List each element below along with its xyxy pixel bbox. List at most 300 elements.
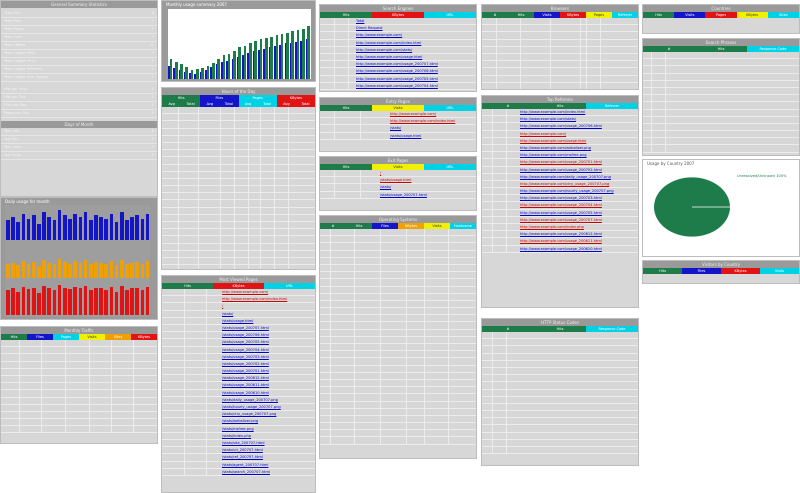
browsers-panel bbox=[481, 4, 639, 90]
url-link[interactable]: /stats/usage_200702.html bbox=[222, 361, 269, 366]
column-divider bbox=[65, 362, 66, 368]
table-row bbox=[320, 423, 476, 430]
column-divider bbox=[248, 179, 249, 185]
column-divider bbox=[89, 412, 90, 418]
chart-bar bbox=[11, 263, 15, 278]
chart-bar bbox=[120, 286, 124, 315]
column-header[interactable]: KBytes bbox=[372, 12, 424, 18]
url-link[interactable]: /stats/ bbox=[390, 126, 402, 131]
column-header[interactable]: Visits bbox=[534, 12, 560, 18]
column-header[interactable]: Pages bbox=[239, 95, 277, 101]
column-header[interactable]: Files bbox=[682, 268, 721, 274]
column-divider bbox=[330, 294, 331, 300]
column-header[interactable]: Hits bbox=[643, 268, 682, 274]
column-divider bbox=[448, 351, 449, 357]
table-body bbox=[320, 170, 476, 199]
url-link[interactable]: http://www.example.com/usage.html bbox=[520, 138, 587, 143]
column-header[interactable]: Hits bbox=[534, 326, 586, 332]
column-header[interactable]: Total bbox=[219, 101, 238, 107]
chart-bar bbox=[79, 288, 83, 315]
url-link[interactable]: /stats/ bbox=[380, 185, 392, 190]
column-divider bbox=[424, 279, 425, 285]
column-header[interactable]: Files bbox=[27, 334, 53, 340]
panel-title: Hours of the Day bbox=[162, 88, 315, 95]
column-divider bbox=[184, 390, 185, 396]
column-divider bbox=[424, 236, 425, 242]
url-link[interactable]: http://www.example.com/usage_200706.html bbox=[520, 124, 602, 129]
url-link[interactable]: http://www.example.com/ bbox=[356, 33, 403, 38]
column-header[interactable]: Visits bbox=[760, 268, 799, 274]
column-header[interactable]: KBytes bbox=[213, 283, 264, 289]
column-divider bbox=[334, 25, 335, 31]
table-row bbox=[1, 347, 157, 354]
column-header[interactable]: URL bbox=[424, 105, 476, 111]
column-header[interactable]: Hits bbox=[1, 334, 27, 340]
column-divider bbox=[220, 229, 221, 235]
column-divider bbox=[506, 246, 507, 252]
column-divider bbox=[260, 236, 261, 242]
url-link[interactable]: /stats/url_200707.html bbox=[222, 448, 263, 453]
column-header[interactable]: Visits bbox=[372, 105, 424, 111]
url-link[interactable]: /stats/usage_200612.html bbox=[222, 376, 269, 381]
url-link[interactable]: /stats/hourly_usage_200707.png bbox=[222, 405, 281, 409]
url-link[interactable]: /stats/usage_200706.html bbox=[222, 333, 269, 338]
column-header[interactable]: Hits bbox=[508, 12, 534, 18]
column-header[interactable]: Visits bbox=[424, 223, 450, 229]
url-link[interactable]: http://www.example.com/usage_200702.html bbox=[520, 167, 602, 172]
url-link[interactable]: http://www.example.com/hourly_usage_200707.png bbox=[520, 189, 614, 194]
column-header[interactable]: Referrer bbox=[586, 103, 638, 109]
url-link[interactable]: http://www.example.com/ bbox=[222, 290, 269, 294]
url-link[interactable]: /stats/agent_200707.html bbox=[222, 462, 269, 467]
column-divider bbox=[330, 387, 331, 393]
column-header[interactable]: Referrer bbox=[612, 12, 638, 18]
column-divider bbox=[448, 416, 449, 422]
column-header[interactable]: URL bbox=[264, 283, 315, 289]
table-row bbox=[482, 25, 638, 32]
chart-bar bbox=[228, 54, 231, 79]
column-divider bbox=[424, 358, 425, 364]
url-link[interactable]: http://www.example.com/ctry_usage_200707.png bbox=[520, 181, 610, 186]
column-divider bbox=[260, 244, 261, 250]
column-divider bbox=[520, 32, 521, 38]
column-divider bbox=[424, 416, 425, 422]
url-link[interactable]: http://www.example.com/usage_200612.html bbox=[520, 232, 602, 237]
column-divider bbox=[288, 215, 289, 221]
column-header[interactable]: # bbox=[320, 223, 346, 229]
column-divider bbox=[65, 383, 66, 389]
column-divider bbox=[448, 394, 449, 400]
url-link[interactable]: /stats/ bbox=[222, 311, 234, 316]
url-link[interactable]: http://www.example.com/index.php bbox=[520, 225, 584, 229]
column-header[interactable]: Sites bbox=[768, 12, 799, 18]
column-divider bbox=[260, 150, 261, 156]
chart-bar bbox=[115, 292, 119, 315]
stat-row bbox=[1, 10, 157, 18]
column-divider bbox=[334, 192, 335, 198]
chart-bar bbox=[110, 214, 114, 241]
column-divider bbox=[354, 387, 355, 393]
url-link[interactable]: http://www.example.com/usage_200705.html bbox=[356, 76, 438, 81]
column-divider bbox=[260, 258, 261, 264]
url-link[interactable]: http://www.example.com/usage_200707.html bbox=[520, 217, 602, 222]
column-divider bbox=[274, 208, 275, 214]
url-link[interactable]: /stats/usage_200701.html bbox=[222, 369, 269, 374]
panel-title: Exit Pages bbox=[320, 157, 476, 164]
stat-label: Total Unique URLs bbox=[4, 59, 36, 63]
column-divider bbox=[288, 107, 289, 113]
column-header[interactable]: Visits bbox=[79, 334, 105, 340]
chart-bar bbox=[135, 288, 139, 315]
column-divider bbox=[198, 129, 199, 135]
chart-bar bbox=[22, 261, 26, 278]
column-header[interactable]: Pages bbox=[705, 12, 736, 18]
column-divider bbox=[288, 179, 289, 185]
column-header[interactable]: Hits bbox=[162, 95, 200, 101]
column-divider bbox=[111, 347, 112, 353]
chart-bar bbox=[120, 260, 124, 277]
column-header[interactable]: # bbox=[482, 12, 508, 18]
table-row bbox=[320, 76, 476, 83]
stat-value: 5 bbox=[151, 59, 154, 63]
column-divider bbox=[651, 124, 652, 130]
days-rows bbox=[1, 128, 157, 160]
table-row bbox=[162, 433, 315, 440]
column-divider bbox=[260, 200, 261, 206]
stat-row bbox=[1, 144, 157, 152]
url-link[interactable]: http://www.example.com/stats/ bbox=[520, 117, 577, 122]
url-link[interactable]: /stats/daily_usage_200707.png bbox=[222, 397, 278, 402]
column-divider bbox=[651, 66, 652, 72]
table-row bbox=[482, 425, 638, 432]
column-header[interactable]: KBytes bbox=[398, 223, 424, 229]
countries-panel bbox=[642, 4, 800, 34]
chart-bar bbox=[265, 38, 268, 79]
chart-bar bbox=[58, 259, 62, 277]
url-link[interactable]: /stats/usage_200707.html bbox=[380, 192, 427, 197]
chart-bar bbox=[302, 29, 305, 79]
column-divider bbox=[492, 224, 493, 230]
url-link[interactable]: http://www.example.com/daily_usage_200707.png bbox=[520, 174, 611, 179]
column-divider bbox=[111, 390, 112, 396]
column-divider bbox=[424, 272, 425, 278]
column-divider bbox=[334, 125, 335, 131]
column-divider bbox=[448, 272, 449, 278]
column-header[interactable]: KBytes bbox=[737, 12, 768, 18]
column-header[interactable]: Hits bbox=[320, 105, 372, 111]
url-link[interactable]: /stats/site_200707.html bbox=[222, 440, 265, 445]
url-link[interactable]: http://www.example.com/stats/ bbox=[356, 47, 413, 52]
column-divider bbox=[260, 129, 261, 135]
column-header[interactable]: Hits bbox=[534, 103, 586, 109]
column-header[interactable]: # bbox=[482, 326, 534, 332]
column-divider bbox=[506, 181, 507, 187]
chart-bar bbox=[37, 266, 41, 278]
column-divider bbox=[380, 394, 381, 400]
url-link[interactable]: http://www.example.com/usage_200610.html bbox=[520, 246, 602, 251]
column-header[interactable]: Response Code bbox=[586, 326, 638, 332]
column-divider bbox=[198, 236, 199, 242]
column-header[interactable]: Hits bbox=[346, 223, 372, 229]
table-row bbox=[1, 383, 157, 390]
column-divider bbox=[354, 409, 355, 415]
url-link[interactable]: /stats/usage.html bbox=[222, 318, 254, 323]
column-divider bbox=[234, 251, 235, 257]
url-link[interactable]: /stats/usage_200703.html bbox=[222, 354, 269, 359]
column-divider bbox=[220, 172, 221, 178]
chart-bar bbox=[307, 26, 310, 79]
column-divider bbox=[665, 52, 666, 58]
stat-row bbox=[1, 74, 157, 82]
column-divider bbox=[330, 337, 331, 343]
table-row bbox=[482, 354, 638, 361]
column-header[interactable]: Avg bbox=[200, 101, 219, 107]
url-link[interactable]: http://www.example.com/index.html bbox=[520, 110, 586, 114]
column-divider bbox=[274, 150, 275, 156]
column-header[interactable]: Hits bbox=[162, 283, 213, 289]
column-divider bbox=[354, 402, 355, 408]
chart-bar bbox=[68, 289, 72, 315]
table-header bbox=[643, 12, 799, 18]
chart-bar bbox=[73, 261, 77, 278]
column-divider bbox=[424, 322, 425, 328]
column-divider bbox=[206, 347, 207, 353]
column-divider bbox=[348, 40, 349, 46]
url-link[interactable]: /stats/usage_200611.html bbox=[222, 383, 269, 388]
column-divider bbox=[41, 412, 42, 418]
column-divider bbox=[580, 25, 581, 31]
column-divider bbox=[330, 437, 331, 443]
column-divider bbox=[330, 251, 331, 257]
table-row bbox=[643, 110, 799, 117]
url-link[interactable]: http://www.example.com/usage_200705.html bbox=[520, 210, 602, 215]
column-divider bbox=[198, 258, 199, 264]
table-row bbox=[320, 337, 476, 344]
column-divider bbox=[111, 383, 112, 389]
column-header[interactable]: URL bbox=[424, 164, 476, 170]
url-link[interactable]: /stats/usage_200707.html bbox=[222, 325, 269, 330]
url-link[interactable]: http://www.example.com/msfree.png bbox=[520, 153, 587, 158]
column-header[interactable]: Total bbox=[296, 101, 315, 107]
column-header[interactable]: KBytes bbox=[560, 12, 586, 18]
column-header[interactable]: Avg bbox=[239, 101, 258, 107]
column-divider bbox=[492, 123, 493, 129]
column-divider bbox=[424, 351, 425, 357]
column-divider bbox=[330, 236, 331, 242]
column-divider bbox=[424, 387, 425, 393]
column-divider bbox=[580, 68, 581, 74]
url-link[interactable]: http://www.example.com/usage_200701.html bbox=[520, 160, 602, 165]
column-divider bbox=[506, 397, 507, 403]
search-panel bbox=[319, 4, 477, 92]
url-link[interactable]: /stats/msfree.png bbox=[222, 426, 254, 431]
column-divider bbox=[288, 172, 289, 178]
table-row bbox=[482, 231, 638, 238]
column-divider bbox=[41, 405, 42, 411]
table-row bbox=[482, 397, 638, 404]
column-header[interactable]: Hits bbox=[320, 12, 372, 18]
chart-bar bbox=[233, 51, 236, 79]
url-link[interactable]: /stats/usage.html bbox=[390, 133, 422, 138]
column-divider bbox=[184, 447, 185, 453]
column-header[interactable]: KBytes bbox=[277, 95, 315, 101]
column-divider bbox=[665, 102, 666, 108]
url-link[interactable]: http://www.example.com/usage_200704.html bbox=[356, 83, 438, 88]
column-header[interactable]: Response Code bbox=[747, 46, 799, 52]
url-link[interactable]: /stats/ref_200707.html bbox=[222, 455, 263, 460]
url-link[interactable]: /stats/usage_200610.html bbox=[222, 390, 269, 395]
column-divider bbox=[380, 272, 381, 278]
column-header[interactable]: Sites bbox=[105, 334, 131, 340]
column-divider bbox=[178, 186, 179, 192]
table-row bbox=[1, 390, 157, 397]
url-link[interactable]: http://www.example.com/index.html bbox=[356, 40, 422, 45]
summary-rows bbox=[1, 10, 157, 118]
url-link[interactable]: /stats/webalizer.png bbox=[222, 419, 259, 424]
column-divider bbox=[198, 251, 199, 257]
column-divider bbox=[651, 110, 652, 116]
column-divider bbox=[354, 301, 355, 307]
stat-label: Total Visits bbox=[4, 35, 23, 39]
column-header[interactable]: Avg bbox=[277, 101, 296, 107]
table-row bbox=[482, 217, 638, 224]
column-divider bbox=[360, 118, 361, 124]
column-header[interactable]: KBytes bbox=[721, 268, 760, 274]
table-row bbox=[482, 368, 638, 375]
column-divider bbox=[380, 351, 381, 357]
column-divider bbox=[178, 200, 179, 206]
url-link[interactable]: http://www.example.com/index.html bbox=[222, 297, 288, 302]
monthly-chart-panel bbox=[161, 0, 316, 82]
column-divider bbox=[354, 437, 355, 443]
column-divider bbox=[184, 354, 185, 360]
column-divider bbox=[424, 229, 425, 235]
url-link[interactable]: http://www.example.com/ bbox=[390, 112, 437, 116]
column-divider bbox=[198, 265, 199, 270]
column-divider bbox=[41, 369, 42, 375]
chart-bar bbox=[16, 222, 20, 240]
column-divider bbox=[334, 118, 335, 124]
chart-bar bbox=[260, 39, 263, 79]
table-row bbox=[162, 303, 315, 310]
table-row bbox=[482, 54, 638, 61]
column-header[interactable]: Total bbox=[181, 101, 200, 107]
column-divider bbox=[492, 210, 493, 216]
chart-bar bbox=[125, 264, 129, 277]
url-link[interactable]: /stats/usage_200704.html bbox=[222, 347, 269, 352]
url-link[interactable]: http://www.example.com/usage_200703.html bbox=[520, 196, 602, 201]
column-header[interactable]: Files bbox=[372, 223, 398, 229]
column-divider bbox=[248, 193, 249, 199]
column-divider bbox=[448, 402, 449, 408]
column-divider bbox=[220, 129, 221, 135]
url-link[interactable]: Total bbox=[356, 19, 365, 23]
column-divider bbox=[496, 47, 497, 53]
url-link[interactable]: http://www.example.com/usage_200611.html bbox=[520, 239, 602, 244]
column-header[interactable]: Hits bbox=[643, 12, 674, 18]
url-link[interactable]: http://www.example.com/usage.html bbox=[356, 54, 423, 59]
column-header[interactable]: Visits bbox=[372, 164, 424, 170]
column-divider bbox=[334, 47, 335, 53]
url-link[interactable]: http://www.example.com/ bbox=[520, 131, 567, 136]
column-divider bbox=[206, 375, 207, 381]
column-divider bbox=[178, 265, 179, 270]
table-row bbox=[643, 59, 799, 66]
url-link[interactable]: http://www.example.com/usage_200706.html bbox=[356, 69, 438, 74]
column-divider bbox=[506, 346, 507, 352]
column-divider bbox=[260, 179, 261, 185]
column-divider bbox=[406, 380, 407, 386]
column-header[interactable]: Hostname bbox=[450, 223, 476, 229]
column-divider bbox=[380, 344, 381, 350]
column-divider bbox=[406, 322, 407, 328]
column-header[interactable]: # bbox=[482, 103, 534, 109]
table-row bbox=[320, 40, 476, 47]
table-row bbox=[643, 117, 799, 124]
column-divider bbox=[651, 74, 652, 80]
column-header[interactable]: Visits bbox=[674, 12, 705, 18]
table-row bbox=[162, 404, 315, 411]
table-row bbox=[162, 150, 315, 157]
table-row bbox=[162, 454, 315, 461]
url-link[interactable]: /stats/index.php bbox=[222, 433, 252, 438]
column-divider bbox=[424, 394, 425, 400]
column-header[interactable]: Hits bbox=[320, 164, 372, 170]
url-link[interactable]: /stats/ctry_usage_200707.png bbox=[222, 412, 277, 417]
column-header[interactable]: URL bbox=[424, 12, 476, 18]
column-divider bbox=[206, 397, 207, 403]
url-link[interactable]: /stats/usage.html bbox=[380, 178, 412, 183]
table-row bbox=[162, 390, 315, 397]
stat-value: 0 bbox=[151, 87, 154, 91]
column-header[interactable]: Total bbox=[258, 101, 277, 107]
url-link[interactable]: http://www.example.com/webalizer.png bbox=[520, 145, 591, 150]
url-link[interactable]: http://www.example.com/index.html bbox=[390, 119, 456, 124]
url-link[interactable]: / bbox=[380, 171, 382, 175]
column-divider bbox=[354, 315, 355, 321]
chart-bar bbox=[6, 264, 10, 277]
column-header[interactable]: Files bbox=[200, 95, 238, 101]
column-header[interactable]: # bbox=[643, 46, 695, 52]
column-divider bbox=[288, 136, 289, 142]
url-link[interactable]: /stats/search_200707.html bbox=[222, 469, 270, 474]
column-header[interactable]: Pages bbox=[586, 12, 612, 18]
url-link[interactable]: / bbox=[222, 304, 224, 309]
column-header[interactable]: Avg bbox=[162, 101, 181, 107]
stat-value: 0 bbox=[151, 103, 154, 107]
column-divider bbox=[65, 405, 66, 411]
url-link[interactable]: /stats/usage_200705.html bbox=[222, 340, 269, 345]
column-divider bbox=[288, 200, 289, 206]
url-link[interactable]: http://www.example.com/usage_200707.html bbox=[356, 62, 438, 67]
column-divider bbox=[248, 121, 249, 127]
column-header[interactable]: KBytes bbox=[131, 334, 157, 340]
column-divider bbox=[248, 229, 249, 235]
url-link[interactable]: Direct Request bbox=[356, 26, 383, 31]
table-row bbox=[162, 114, 315, 121]
column-header[interactable]: Hits bbox=[695, 46, 747, 52]
column-divider bbox=[334, 32, 335, 38]
column-divider bbox=[354, 380, 355, 386]
column-divider bbox=[330, 243, 331, 249]
column-divider bbox=[330, 301, 331, 307]
chart-bar bbox=[32, 262, 36, 278]
column-divider bbox=[19, 376, 20, 382]
column-divider bbox=[184, 347, 185, 353]
column-divider bbox=[234, 215, 235, 221]
url-link[interactable]: http://www.example.com/usage_200704.html bbox=[520, 203, 602, 208]
column-header[interactable]: Pages bbox=[53, 334, 79, 340]
